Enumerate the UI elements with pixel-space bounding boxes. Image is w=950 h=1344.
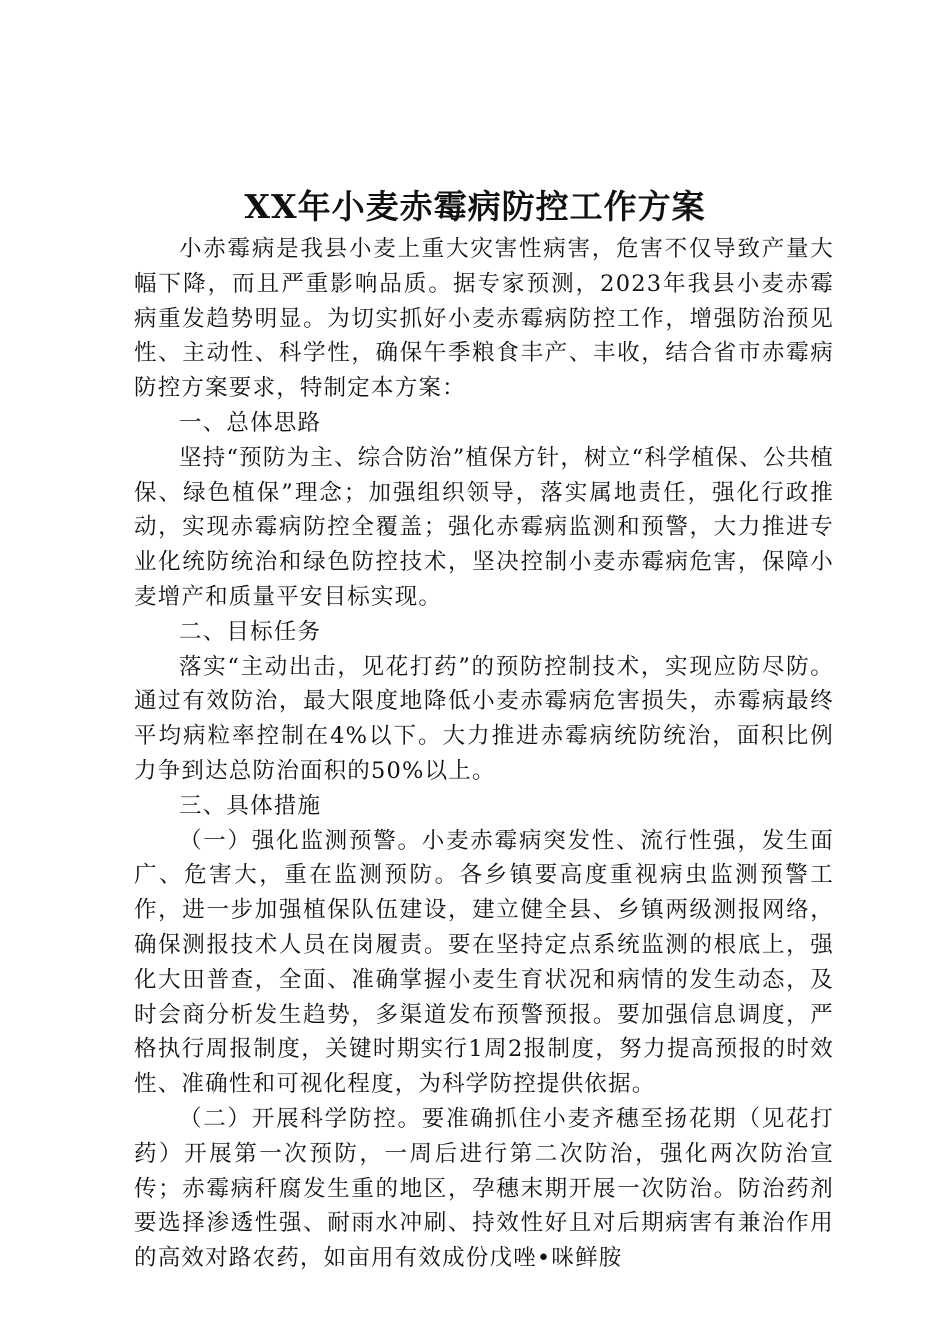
section-heading-overall-approach: 一、总体思路 [179,409,322,436]
document-title: XX年小麦赤霉病防控工作方案 [244,187,706,226]
section-heading-goals: 二、目标任务 [179,618,322,645]
intro-paragraph: 小赤霉病是我县小麦上重大灾害性病害，危害不仅导致产量大幅下降，而且严重影响品质。据专家预测，2023年我县小麦赤霉病重发趋势明显。为切实抓好小麦赤霉病防控工作，增强防治预见性、主动性、科学性，确保午季粮食丰产、丰收，结合省市赤霉病防控方案要求，特制定本方案： [134,236,834,402]
section-heading-measures: 三、具体措施 [179,792,322,819]
measure-monitoring-paragraph: （一）强化监测预警。小麦赤霉病突发性、流行性强，发生面广、危害大，重在监测预防。各乡镇要高度重视病虫监测预警工作，进一步加强植保队伍建设，建立健全县、乡镇两级测报网络，确保测报技术人员在岗履责。要在坚持定点系统监测的根底上，强化大田普查，全面、准确掌握小麦生育状况和病情的发生动态，及时会商分析发生趋势，多渠道发布预警预报。要加强信息调度，严格执行周报制度，关键时期实行1周2报制度，努力提高预报的时效性、准确性和可视化程度，为科学防控提供依据。 [134,827,834,1098]
overall-approach-paragraph: 坚持“预防为主、综合防治”植保方针，树立“科学植保、公共植保、绿色植保”理念；加强组织领导，落实属地责任，强化行政推动，实现赤霉病防控全覆盖；强化赤霉病监测和预警，大力推进专业化统防统治和绿色防控技术，坚决控制小麦赤霉病危害，保障小麦增产和质量平安目标实现。 [134,444,834,610]
measure-control-paragraph: （二）开展科学防控。要准确抓住小麦齐穗至扬花期（见花打药）开展第一次预防，一周后进行第二次防治，强化两次防治宣传；赤霉病秆腐发生重的地区，孕穗末期开展一次防治。防治药剂要选择渗透性强、耐雨水冲刷、持效性好且对后期病害有兼治作用的高效对路农药，如亩用有效成份戊唑•咪鲜胺 [134,1105,834,1272]
document-body [134,232,834,1276]
goals-paragraph: 落实“主动出击，见花打药”的预防控制技术，实现应防尽防。通过有效防治，最大限度地降低小麦赤霉病危害损失，赤霉病最终平均病粒率控制在4%以下。大力推进赤霉病统防统治，面积比例力争到达总防治面积的50%以上。 [134,653,834,784]
